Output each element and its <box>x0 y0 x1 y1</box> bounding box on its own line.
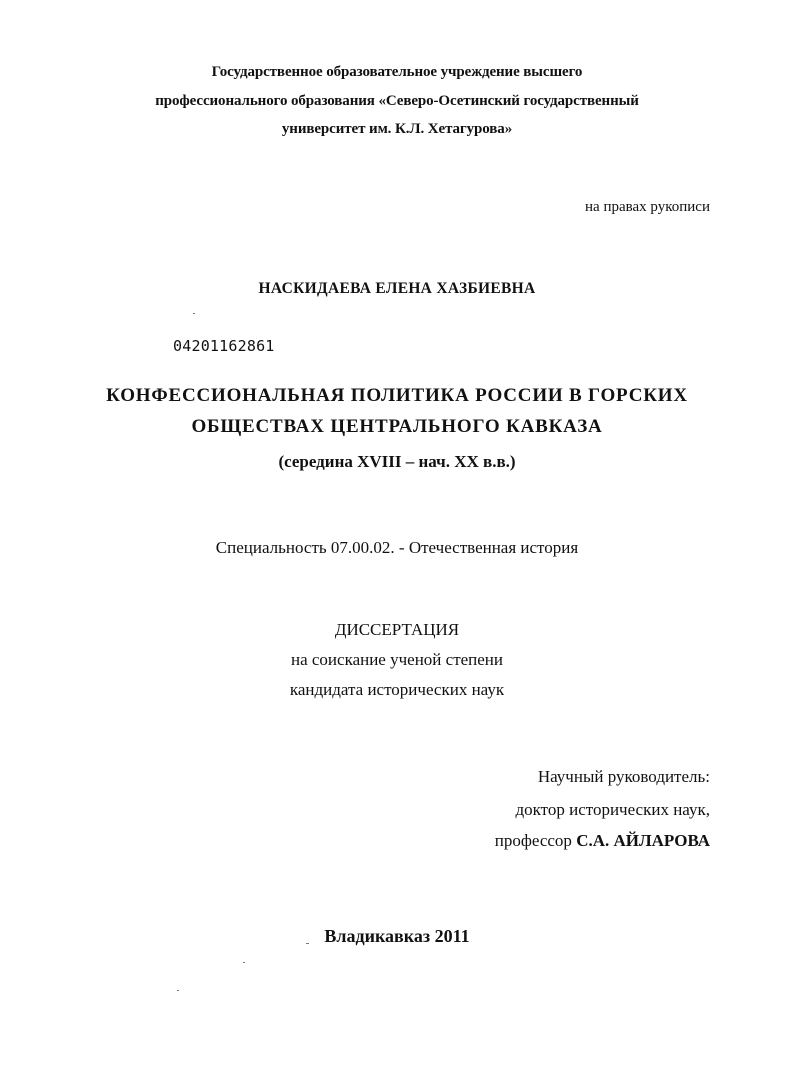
supervisor-title-prefix: профессор <box>494 831 577 850</box>
title-line-3: (середина XVIII – нач. XX в.в.) <box>278 452 516 471</box>
title-line-1: КОНФЕССИОНАЛЬНАЯ ПОЛИТИКА РОССИИ В ГОРСКИХ <box>106 385 688 406</box>
manuscript-note: на правах рукописи <box>585 199 710 215</box>
supervisor-name: С.А. АЙЛАРОВА <box>576 831 710 850</box>
supervisor-label: Научный руководитель: <box>537 767 710 786</box>
supervisor-name-line <box>495 831 710 851</box>
institution-line-1: Государственное образовательное учреждение высшего <box>211 64 583 80</box>
institution-line-3: университет им. К.Л. Хетагурова» <box>281 121 513 137</box>
scan-speck <box>193 313 195 314</box>
title-line-2: ОБЩЕСТВАХ ЦЕНТРАЛЬНОГО КАВКАЗА <box>191 416 603 437</box>
registration-code: 04201162861 <box>173 337 275 355</box>
scan-speck <box>306 943 309 944</box>
scan-speck <box>243 962 245 963</box>
dissertation-heading: ДИССЕРТАЦИЯ <box>334 620 460 639</box>
specialty-line: Специальность 07.00.02. - Отечественная история <box>215 538 579 557</box>
dissertation-field-line: кандидата исторических наук <box>289 680 505 699</box>
scan-speck <box>177 990 179 991</box>
author-name: НАСКИДАЕВА ЕЛЕНА ХАЗБИЕВНА <box>258 280 536 297</box>
institution-line-2: профессионального образования «Северо-Осетинский государственный <box>155 93 639 109</box>
dissertation-degree-line: на соискание ученой степени <box>290 650 504 669</box>
supervisor-degree: доктор исторических наук, <box>515 800 710 819</box>
city-year: Владикавказ 2011 <box>324 926 470 946</box>
